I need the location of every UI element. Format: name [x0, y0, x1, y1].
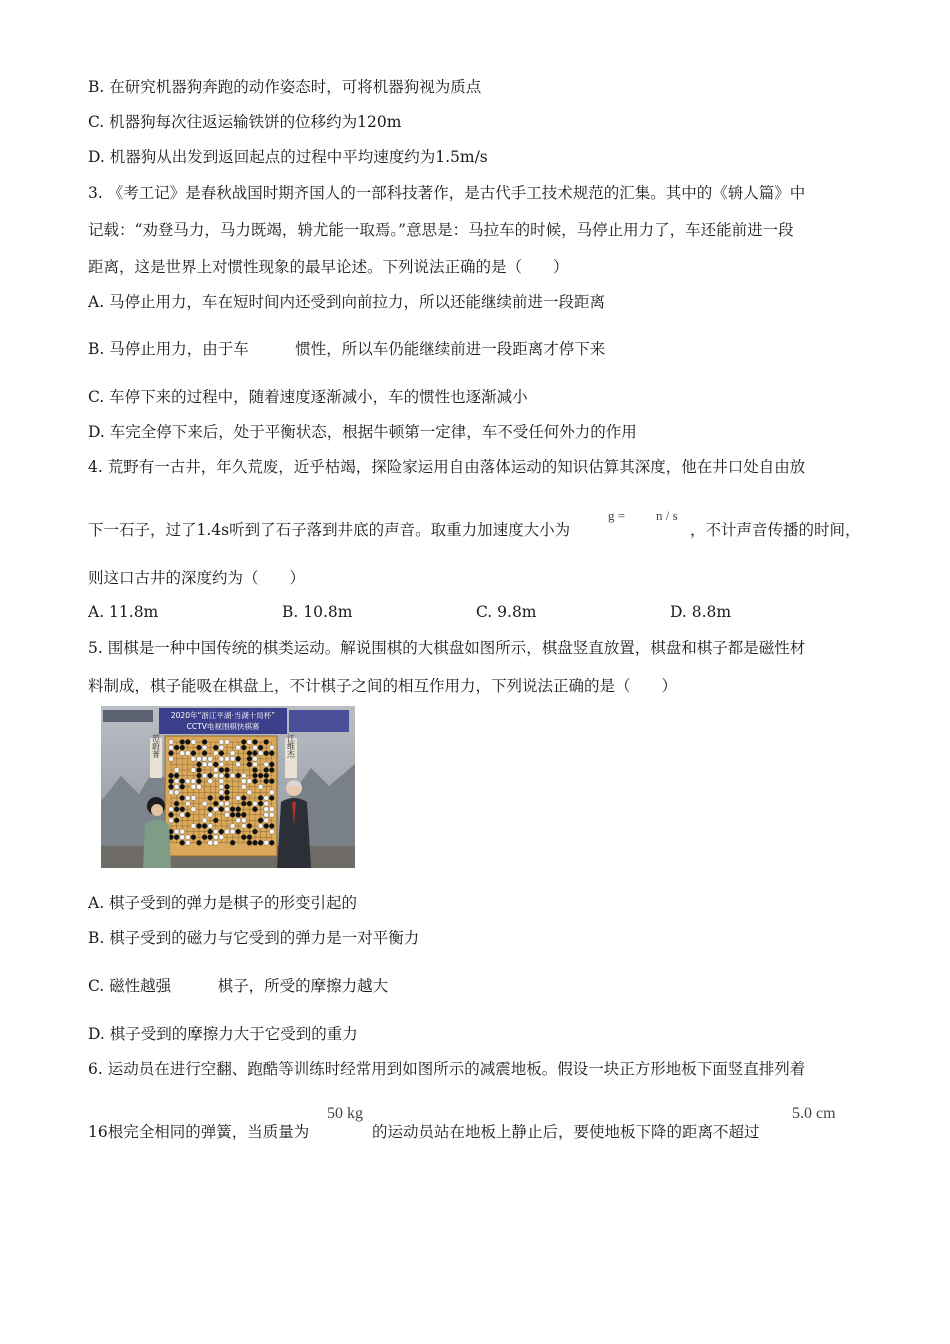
white-stone — [236, 762, 241, 767]
black-stone — [213, 801, 218, 806]
white-stone — [247, 790, 252, 795]
white-stone — [197, 784, 202, 789]
white-stone — [191, 784, 196, 789]
white-stone — [247, 779, 252, 784]
white-stone — [202, 818, 207, 823]
q2-option-c: C. 机器狗每次往返运输铁饼的位移约为120m — [88, 113, 402, 131]
black-stone — [219, 796, 224, 801]
black-stone — [174, 801, 179, 806]
white-stone — [253, 801, 258, 806]
black-stone — [174, 745, 179, 750]
q6-stem-line2-part2: 的运动员站在地板上静止后，要使地板下降的距离不超过 — [372, 1123, 760, 1141]
black-stone — [241, 740, 246, 745]
black-stone — [241, 801, 246, 806]
q4-stem-line2-after: ，不计声音传播的时间， — [690, 521, 861, 539]
white-stone — [269, 807, 274, 812]
white-stone — [174, 779, 179, 784]
q6-stem-line2-part1: 16根完全相同的弹簧，当质量为 — [88, 1123, 310, 1141]
q3-option-c: C. 车停下来的过程中，随着速度逐渐减小，车的惯性也逐渐减小 — [88, 388, 528, 406]
white-stone — [213, 840, 218, 845]
black-stone — [264, 779, 269, 784]
black-stone — [185, 740, 190, 745]
black-stone — [208, 835, 213, 840]
black-stone — [230, 812, 235, 817]
white-stone — [185, 835, 190, 840]
black-stone — [180, 784, 185, 789]
black-stone — [213, 745, 218, 750]
white-stone — [264, 840, 269, 845]
black-stone — [219, 768, 224, 773]
q4-option-c: C. 9.8m — [476, 603, 537, 621]
black-stone — [197, 768, 202, 773]
black-stone — [241, 745, 246, 750]
white-stone — [258, 751, 263, 756]
black-stone — [219, 807, 224, 812]
white-stone — [208, 812, 213, 817]
white-stone — [169, 740, 174, 745]
black-stone — [247, 762, 252, 767]
white-stone — [202, 762, 207, 767]
white-stone — [208, 762, 213, 767]
black-stone — [180, 745, 185, 750]
black-stone — [169, 784, 174, 789]
black-stone — [269, 779, 274, 784]
go-board-illustration — [101, 706, 355, 868]
black-stone — [197, 779, 202, 784]
white-stone — [225, 812, 230, 817]
white-stone — [213, 751, 218, 756]
white-stone — [253, 762, 258, 767]
white-stone — [219, 801, 224, 806]
white-stone — [230, 756, 235, 761]
q5-stem-line2: 料制成，棋子能吸在棋盘上，不计棋子之间的相互作用力，下列说法正确的是（ ） — [88, 677, 678, 695]
white-stone — [202, 745, 207, 750]
q3-option-b: B. 马停止用力，由于车 惯性，所以车仍能继续前进一段距离才停下来 — [88, 340, 606, 358]
black-stone — [258, 796, 263, 801]
black-stone — [219, 751, 224, 756]
black-stone — [253, 740, 258, 745]
white-stone — [269, 790, 274, 795]
white-stone — [225, 740, 230, 745]
black-stone — [208, 796, 213, 801]
white-stone — [236, 745, 241, 750]
white-stone — [236, 796, 241, 801]
white-stone — [219, 835, 224, 840]
white-stone — [213, 768, 218, 773]
white-stone — [219, 790, 224, 795]
white-stone — [253, 756, 258, 761]
black-stone — [202, 740, 207, 745]
white-stone — [169, 745, 174, 750]
q5-option-d: D. 棋子受到的摩擦力大于它受到的重力 — [88, 1025, 358, 1043]
black-stone — [236, 807, 241, 812]
q5-option-b: B. 棋子受到的磁力与它受到的弹力是一对平衡力 — [88, 929, 420, 947]
banner-title: 2020年“浙江平湖·当湖十局杯” — [170, 711, 276, 720]
black-stone — [197, 773, 202, 778]
black-stone — [247, 751, 252, 756]
white-stone — [180, 835, 185, 840]
white-stone — [241, 773, 246, 778]
black-stone — [208, 773, 213, 778]
black-stone — [241, 835, 246, 840]
white-stone — [185, 751, 190, 756]
white-stone — [169, 756, 174, 761]
black-stone — [264, 751, 269, 756]
black-stone — [247, 835, 252, 840]
white-stone — [169, 807, 174, 812]
white-stone — [253, 745, 258, 750]
black-stone — [269, 768, 274, 773]
black-stone — [253, 779, 258, 784]
black-stone — [258, 840, 263, 845]
go-board-photo — [101, 706, 355, 868]
black-stone — [269, 840, 274, 845]
black-stone — [241, 796, 246, 801]
black-stone — [169, 779, 174, 784]
black-stone — [197, 824, 202, 829]
black-stone — [169, 751, 174, 756]
white-stone — [202, 756, 207, 761]
q3-option-a: A. 马停止用力，车在短时间内还受到向前拉力，所以还能继续前进一段距离 — [88, 293, 606, 311]
white-stone — [269, 829, 274, 834]
white-stone — [202, 801, 207, 806]
white-stone — [197, 756, 202, 761]
black-stone — [225, 768, 230, 773]
black-stone — [202, 751, 207, 756]
black-stone — [174, 835, 179, 840]
white-stone — [213, 807, 218, 812]
white-stone — [241, 824, 246, 829]
q4-stem-line3: 则这口古井的深度约为（ ） — [88, 569, 306, 587]
black-stone — [191, 751, 196, 756]
q2-option-b: B. 在研究机器狗奔跑的动作姿态时，可将机器狗视为质点 — [88, 78, 482, 96]
white-stone — [219, 773, 224, 778]
white-stone — [241, 784, 246, 789]
black-stone — [241, 812, 246, 817]
name-plate-left: 范蔚菁 — [151, 734, 161, 758]
q4-stem-line2-before: 下一石子，过了1.4s听到了石子落到井底的声音。取重力加速度大小为 — [88, 521, 571, 539]
white-stone — [213, 835, 218, 840]
black-stone — [174, 818, 179, 823]
q4-option-a: A. 11.8m — [88, 603, 159, 621]
black-stone — [180, 740, 185, 745]
black-stone — [236, 812, 241, 817]
white-stone — [174, 768, 179, 773]
black-stone — [191, 835, 196, 840]
white-stone — [208, 840, 213, 845]
black-stone — [258, 818, 263, 823]
black-stone — [208, 807, 213, 812]
white-stone — [169, 818, 174, 823]
name-plate-right: 江维杰 — [286, 734, 296, 758]
white-stone — [264, 801, 269, 806]
white-stone — [264, 796, 269, 801]
white-stone — [191, 796, 196, 801]
black-stone — [264, 768, 269, 773]
white-stone — [191, 756, 196, 761]
q6-stem-line1: 6. 运动员在进行空翻、跑酷等训练时经常用到如图所示的减震地板。假设一块正方形地板下面竖直排列着 — [88, 1060, 806, 1078]
white-stone — [225, 756, 230, 761]
black-stone — [253, 840, 258, 845]
white-stone — [258, 824, 263, 829]
white-stone — [169, 790, 174, 795]
white-stone — [174, 784, 179, 789]
black-stone — [213, 818, 218, 823]
black-stone — [269, 762, 274, 767]
black-stone — [247, 824, 252, 829]
black-stone — [264, 740, 269, 745]
black-stone — [230, 807, 235, 812]
white-stone — [208, 779, 213, 784]
black-stone — [225, 790, 230, 795]
white-stone — [191, 768, 196, 773]
black-stone — [225, 784, 230, 789]
white-stone — [174, 829, 179, 834]
black-stone — [236, 756, 241, 761]
white-stone — [219, 756, 224, 761]
white-stone — [269, 812, 274, 817]
white-stone — [264, 812, 269, 817]
black-stone — [264, 824, 269, 829]
white-stone — [225, 801, 230, 806]
black-stone — [253, 829, 258, 834]
white-stone — [191, 824, 196, 829]
white-stone — [219, 779, 224, 784]
white-stone — [185, 796, 190, 801]
banner-subtitle: CCTV电视围棋快棋赛 — [186, 722, 260, 731]
q3-option-d: D. 车完全停下来后，处于平衡状态，根据牛顿第一定律，车不受任何外力的作用 — [88, 423, 637, 441]
q4-stem-line1: 4. 荒野有一古井，年久荒废，近乎枯竭，探险家运用自由落体运动的知识估算其深度，他在井口处自由放 — [88, 458, 806, 476]
black-stone — [236, 773, 241, 778]
white-stone — [191, 779, 196, 784]
q4-math-unit: n / s — [656, 508, 678, 523]
black-stone — [247, 840, 252, 845]
q4-option-b: B. 10.8m — [282, 603, 353, 621]
white-stone — [264, 762, 269, 767]
black-stone — [180, 779, 185, 784]
black-stone — [258, 745, 263, 750]
white-stone — [219, 740, 224, 745]
white-stone — [219, 762, 224, 767]
white-stone — [208, 824, 213, 829]
white-stone — [241, 779, 246, 784]
white-stone — [230, 773, 235, 778]
q3-stem-line1: 3. 《考工记》是春秋战国时期齐国人的一部科技著作，是古代手工技术规范的汇集。其中的《辀人篇》中 — [88, 184, 806, 202]
black-stone — [202, 835, 207, 840]
black-stone — [185, 812, 190, 817]
black-stone — [180, 796, 185, 801]
white-stone — [191, 807, 196, 812]
white-stone — [213, 829, 218, 834]
white-stone — [230, 824, 235, 829]
white-stone — [264, 818, 269, 823]
white-stone — [230, 751, 235, 756]
white-stone — [225, 829, 230, 834]
black-stone — [225, 796, 230, 801]
black-stone — [197, 745, 202, 750]
white-stone — [185, 779, 190, 784]
black-stone — [219, 829, 224, 834]
black-stone — [208, 829, 213, 834]
black-stone — [202, 824, 207, 829]
q5-stem-line1: 5. 围棋是一种中国传统的棋类运动。解说围棋的大棋盘如图所示，棋盘竖直放置，棋盘和棋子都是磁性材 — [88, 639, 806, 657]
black-stone — [258, 773, 263, 778]
black-stone — [253, 807, 258, 812]
white-stone — [269, 745, 274, 750]
black-stone — [225, 773, 230, 778]
white-stone — [191, 740, 196, 745]
white-stone — [208, 756, 213, 761]
black-stone — [253, 773, 258, 778]
black-stone — [230, 840, 235, 845]
black-stone — [180, 840, 185, 845]
black-stone — [269, 751, 274, 756]
white-stone — [264, 807, 269, 812]
white-stone — [180, 751, 185, 756]
black-stone — [197, 840, 202, 845]
white-stone — [258, 784, 263, 789]
white-stone — [174, 790, 179, 795]
white-stone — [202, 773, 207, 778]
white-stone — [185, 801, 190, 806]
white-stone — [247, 740, 252, 745]
white-stone — [230, 829, 235, 834]
white-stone — [236, 818, 241, 823]
white-stone — [219, 745, 224, 750]
q3-stem-line3: 距离，这是世界上对惯性现象的最早论述。下列说法正确的是（ ） — [88, 258, 569, 276]
white-stone — [213, 773, 218, 778]
black-stone — [174, 807, 179, 812]
black-stone — [264, 773, 269, 778]
white-stone — [180, 812, 185, 817]
black-stone — [253, 768, 258, 773]
white-stone — [180, 829, 185, 834]
q5-option-c: C. 磁性越强 棋子，所受的摩擦力越大 — [88, 977, 389, 995]
q2-option-d: D. 机器狗从出发到返回起点的过程中平均速度约为1.5m/s — [88, 148, 488, 166]
q3-stem-line2: 记载：“劝登马力，马力既竭，辀尤能一取焉。”意思是：马拉车的时候，马停止用力了，车还能前进一段 — [88, 221, 794, 239]
q6-math-distance: 5.0 cm — [792, 1105, 836, 1122]
white-stone — [241, 818, 246, 823]
q4-math-g: g = — [608, 508, 626, 523]
black-stone — [269, 824, 274, 829]
black-stone — [174, 773, 179, 778]
black-stone — [197, 762, 202, 767]
black-stone — [247, 756, 252, 761]
black-stone — [236, 829, 241, 834]
black-stone — [169, 812, 174, 817]
black-stone — [180, 807, 185, 812]
black-stone — [247, 801, 252, 806]
q6-math-mass: 50 kg — [327, 1105, 363, 1122]
white-stone — [185, 840, 190, 845]
black-stone — [253, 751, 258, 756]
black-stone — [269, 796, 274, 801]
white-stone — [219, 784, 224, 789]
black-stone — [258, 801, 263, 806]
black-stone — [213, 762, 218, 767]
black-stone — [169, 773, 174, 778]
q4-option-d: D. 8.8m — [670, 603, 732, 621]
white-stone — [225, 807, 230, 812]
q5-option-a: A. 棋子受到的弹力是棋子的形变引起的 — [88, 894, 358, 912]
